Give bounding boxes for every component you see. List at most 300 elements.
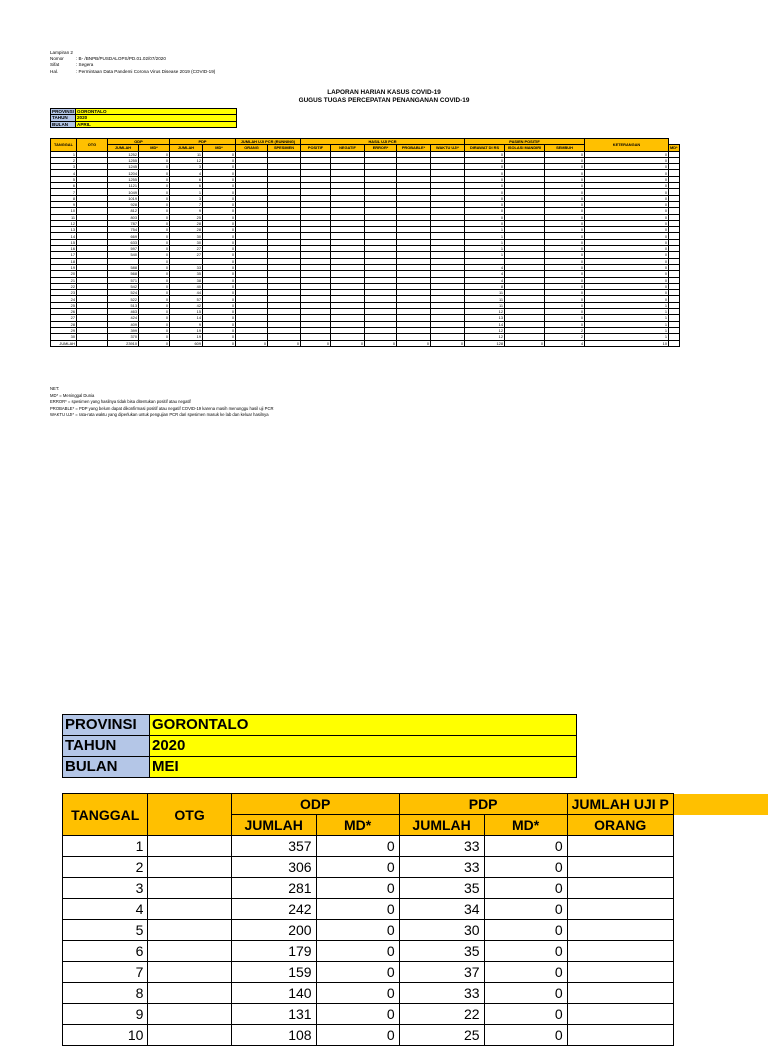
cell-pdp-jumlah[interactable]: 30: [170, 239, 203, 245]
cell-odp-jumlah[interactable]: 1019: [108, 195, 139, 201]
cell-pdp-md[interactable]: 0: [203, 208, 236, 214]
cell-pdp-jumlah[interactable]: 9: [170, 321, 203, 327]
cell-sembuh[interactable]: 0: [545, 233, 585, 239]
cell-odp-md[interactable]: 0: [316, 878, 399, 899]
cell-odp-md[interactable]: 0: [139, 183, 170, 189]
cell-tanggal[interactable]: 21: [51, 277, 77, 283]
cell-pdp-md[interactable]: 0: [203, 252, 236, 258]
cell-tanggal[interactable]: 13: [51, 227, 77, 233]
cell-pdp-jumlah[interactable]: 19: [170, 327, 203, 333]
cell-pdp-md[interactable]: 0: [484, 878, 567, 899]
cell-dirawat[interactable]: 1: [465, 233, 505, 239]
cell-tanggal[interactable]: 20: [51, 271, 77, 277]
header-pdp[interactable]: PDP: [170, 139, 236, 145]
cell-pdp-md[interactable]: 0: [203, 183, 236, 189]
big-header-otg[interactable]: OTG: [148, 794, 231, 836]
cell-pdp-jumlah[interactable]: 35: [399, 941, 484, 962]
cell-odp-jumlah[interactable]: 409: [108, 321, 139, 327]
cell-dirawat[interactable]: 0: [465, 195, 505, 201]
cell-dirawat[interactable]: 0: [465, 170, 505, 176]
cell-odp-jumlah[interactable]: 306: [231, 857, 316, 878]
cell-pasien-md[interactable]: 0: [585, 246, 669, 252]
cell-tanggal[interactable]: 4: [51, 170, 77, 176]
cell-dirawat[interactable]: 0: [465, 201, 505, 207]
big-header-odp-jumlah[interactable]: JUMLAH: [231, 815, 316, 836]
cell-pasien-md[interactable]: 0: [585, 258, 669, 264]
cell-sembuh[interactable]: 0: [545, 183, 585, 189]
big-header-tanggal[interactable]: TANGGAL: [63, 794, 148, 836]
cell-pasien-md[interactable]: 0: [585, 170, 669, 176]
cell-tanggal[interactable]: 10: [63, 1025, 148, 1046]
cell-pasien-md[interactable]: 1: [585, 309, 669, 315]
cell-odp-jumlah[interactable]: 568: [108, 271, 139, 277]
cell-pdp-jumlah[interactable]: 38: [170, 277, 203, 283]
cell-tanggal[interactable]: 30: [51, 334, 77, 340]
total-waktu-uji[interactable]: 0: [431, 340, 465, 346]
cell-sembuh[interactable]: 2: [545, 327, 585, 333]
header-odp-jumlah[interactable]: JUMLAH: [108, 145, 139, 151]
cell-pasien-md[interactable]: 1: [585, 327, 669, 333]
cell-dirawat[interactable]: 14: [465, 321, 505, 327]
cell-sembuh[interactable]: 0: [545, 309, 585, 315]
cell-tanggal[interactable]: 8: [51, 195, 77, 201]
cell-odp-jumlah[interactable]: 159: [231, 962, 316, 983]
cell-pdp-jumlah[interactable]: 3: [170, 164, 203, 170]
cell-dirawat[interactable]: 8: [465, 283, 505, 289]
header-otg[interactable]: OTG: [77, 139, 108, 152]
cell-odp-md[interactable]: 0: [139, 151, 170, 157]
cell-tanggal[interactable]: 28: [51, 321, 77, 327]
cell-pdp-md[interactable]: 0: [203, 277, 236, 283]
cell-odp-md[interactable]: 0: [139, 189, 170, 195]
cell-odp-md[interactable]: 0: [139, 220, 170, 226]
cell-pdp-jumlah[interactable]: 1: [170, 189, 203, 195]
cell-tanggal[interactable]: 9: [63, 1004, 148, 1025]
cell-orang[interactable]: [567, 1025, 673, 1046]
cell-pdp-md[interactable]: 0: [203, 296, 236, 302]
cell-odp-md[interactable]: 0: [139, 252, 170, 258]
cell-dirawat[interactable]: 4: [465, 277, 505, 283]
cell-orang[interactable]: [567, 899, 673, 920]
cell-pasien-md[interactable]: 0: [585, 208, 669, 214]
cell-sembuh[interactable]: 0: [545, 302, 585, 308]
cell-sembuh[interactable]: 0: [545, 157, 585, 163]
cell-sembuh[interactable]: 0: [545, 290, 585, 296]
cell-tanggal[interactable]: 22: [51, 283, 77, 289]
cell-odp-jumlah[interactable]: 754: [108, 227, 139, 233]
total-pdp-md[interactable]: 0: [203, 340, 236, 346]
cell-pdp-md[interactable]: 0: [484, 920, 567, 941]
cell-pdp-md[interactable]: 0: [203, 334, 236, 340]
header-tanggal[interactable]: TANGGAL: [51, 139, 77, 152]
cell-orang[interactable]: [567, 857, 673, 878]
cell-sembuh[interactable]: 0: [545, 227, 585, 233]
cell-odp-md[interactable]: 0: [139, 283, 170, 289]
cell-pdp-md[interactable]: 0: [203, 151, 236, 157]
cell-dirawat[interactable]: 0: [465, 220, 505, 226]
cell-pdp-md[interactable]: 0: [203, 246, 236, 252]
cell-tanggal[interactable]: 4: [63, 899, 148, 920]
cell-odp-md[interactable]: 0: [316, 836, 399, 857]
header-dirawat[interactable]: DIRAWAT DI RS: [465, 145, 505, 151]
cell-tanggal[interactable]: 1: [63, 836, 148, 857]
cell-pdp-md[interactable]: 0: [203, 321, 236, 327]
cell-odp-md[interactable]: 0: [139, 227, 170, 233]
cell-pdp-jumlah[interactable]: 28: [170, 220, 203, 226]
cell-odp-md[interactable]: 0: [139, 214, 170, 220]
cell-odp-jumlah[interactable]: 542: [108, 283, 139, 289]
cell-dirawat[interactable]: 12: [465, 309, 505, 315]
cell-pdp-jumlah[interactable]: 25: [170, 214, 203, 220]
big-header-pdp-md[interactable]: MD*: [484, 815, 567, 836]
cell-pdp-jumlah[interactable]: 30: [170, 233, 203, 239]
cell-odp-md[interactable]: 0: [316, 983, 399, 1004]
cell-otg[interactable]: [148, 1025, 231, 1046]
total-dirawat[interactable]: 128: [465, 340, 505, 346]
cell-pasien-md[interactable]: 0: [585, 264, 669, 270]
cell-pasien-md[interactable]: 1: [585, 302, 669, 308]
cell-odp-jumlah[interactable]: 524: [108, 290, 139, 296]
cell-otg[interactable]: [148, 1004, 231, 1025]
cell-tanggal[interactable]: 5: [51, 176, 77, 182]
total-negatif[interactable]: 0: [331, 340, 365, 346]
cell-odp-md[interactable]: 0: [139, 157, 170, 163]
total-orang[interactable]: 0: [236, 340, 268, 346]
cell-odp-md[interactable]: 0: [139, 271, 170, 277]
cell-sembuh[interactable]: 0: [545, 164, 585, 170]
cell-sembuh[interactable]: 0: [545, 170, 585, 176]
cell-tanggal[interactable]: 10: [51, 208, 77, 214]
total-otg[interactable]: [77, 340, 108, 346]
cell-sembuh[interactable]: 0: [545, 151, 585, 157]
header-isolasi[interactable]: ISOLASI MANDIRI: [505, 145, 545, 151]
cell-pasien-md[interactable]: 0: [585, 271, 669, 277]
cell-otg[interactable]: [148, 836, 231, 857]
cell-odp-jumlah[interactable]: 242: [231, 899, 316, 920]
cell-tanggal[interactable]: 15: [51, 239, 77, 245]
cell-odp-jumlah[interactable]: 370: [108, 334, 139, 340]
cell-odp-jumlah[interactable]: 281: [231, 878, 316, 899]
cell-pdp-jumlah[interactable]: 6: [170, 183, 203, 189]
cell-pdp-md[interactable]: 0: [203, 170, 236, 176]
cell-sembuh[interactable]: 0: [545, 176, 585, 182]
cell-odp-md[interactable]: 0: [139, 176, 170, 182]
cell-odp-jumlah[interactable]: 1049: [108, 189, 139, 195]
total-isolasi[interactable]: 0: [505, 340, 545, 346]
cell-pdp-jumlah[interactable]: 12: [170, 157, 203, 163]
total-odp-jumlah[interactable]: 23910: [108, 340, 139, 346]
cell-pdp-md[interactable]: 0: [484, 857, 567, 878]
cell-tanggal[interactable]: 2: [51, 157, 77, 163]
big-bulan-label[interactable]: BULAN: [63, 757, 150, 778]
header-pasien-positif[interactable]: PASIEN POSITIF: [465, 139, 585, 145]
cell-orang[interactable]: [567, 836, 673, 857]
cell-odp-md[interactable]: 0: [139, 264, 170, 270]
header-odp[interactable]: ODP: [108, 139, 170, 145]
cell-odp-md[interactable]: 0: [139, 170, 170, 176]
cell-odp-md[interactable]: 0: [139, 290, 170, 296]
cell-odp-md[interactable]: 0: [316, 1004, 399, 1025]
cell-pdp-md[interactable]: 0: [484, 983, 567, 1004]
cell-orang[interactable]: [567, 983, 673, 1004]
cell-sembuh[interactable]: 0: [545, 315, 585, 321]
cell-odp-jumlah[interactable]: 179: [231, 941, 316, 962]
cell-odp-md[interactable]: 0: [316, 857, 399, 878]
cell-pdp-md[interactable]: 0: [203, 189, 236, 195]
cell-pdp-jumlah[interactable]: 25: [399, 1025, 484, 1046]
cell-pdp-md[interactable]: 0: [203, 157, 236, 163]
cell-orang[interactable]: [567, 1004, 673, 1025]
big-header-orang[interactable]: ORANG: [567, 815, 673, 836]
header-negatif[interactable]: NEGATIF: [331, 145, 365, 151]
cell-odp-jumlah[interactable]: 928: [108, 201, 139, 207]
cell-tanggal[interactable]: 14: [51, 233, 77, 239]
small-bulan-label[interactable]: BULAN: [51, 121, 76, 127]
cell-pdp-jumlah[interactable]: 6: [170, 176, 203, 182]
cell-odp-jumlah[interactable]: 597: [108, 246, 139, 252]
cell-odp-jumlah[interactable]: 1245: [108, 164, 139, 170]
cell-odp-md[interactable]: 0: [139, 201, 170, 207]
cell-dirawat[interactable]: 11: [465, 296, 505, 302]
cell-pasien-md[interactable]: 0: [585, 283, 669, 289]
cell-tanggal[interactable]: 24: [51, 296, 77, 302]
cell-pdp-jumlah[interactable]: 40: [170, 283, 203, 289]
cell-pdp-jumlah[interactable]: 33: [399, 836, 484, 857]
cell-otg[interactable]: [148, 857, 231, 878]
cell-pdp-md[interactable]: 0: [203, 258, 236, 264]
cell-dirawat[interactable]: 1: [465, 227, 505, 233]
cell-odp-md[interactable]: 0: [139, 327, 170, 333]
header-pdp-md[interactable]: MD*: [203, 145, 236, 151]
cell-pasien-md[interactable]: 0: [585, 252, 669, 258]
cell-odp-jumlah[interactable]: 803: [108, 214, 139, 220]
cell-pdp-jumlah[interactable]: 30: [399, 920, 484, 941]
header-pasien-md[interactable]: MD*: [669, 145, 680, 151]
big-header-pdp-jumlah[interactable]: JUMLAH: [399, 815, 484, 836]
cell-pasien-md[interactable]: 0: [585, 151, 669, 157]
cell-odp-md[interactable]: 0: [316, 941, 399, 962]
cell-tanggal[interactable]: 11: [51, 214, 77, 220]
cell-tanggal[interactable]: 25: [51, 302, 77, 308]
cell-pdp-jumlah[interactable]: 37: [399, 962, 484, 983]
cell-orang[interactable]: [567, 941, 673, 962]
total-odp-md[interactable]: 0: [139, 340, 170, 346]
cell-odp-md[interactable]: 0: [139, 321, 170, 327]
cell-odp-jumlah[interactable]: 1121: [108, 183, 139, 189]
cell-odp-md[interactable]: 0: [316, 962, 399, 983]
small-provinsi-label[interactable]: PROVINSI: [51, 109, 76, 115]
cell-odp-md[interactable]: 0: [139, 239, 170, 245]
cell-pdp-md[interactable]: 0: [203, 327, 236, 333]
cell-orang[interactable]: [567, 962, 673, 983]
cell-pasien-md[interactable]: 0: [585, 220, 669, 226]
cell-pasien-md[interactable]: 1: [585, 315, 669, 321]
cell-odp-md[interactable]: 0: [139, 302, 170, 308]
cell-odp-jumlah[interactable]: 424: [108, 315, 139, 321]
cell-tanggal[interactable]: 1: [51, 151, 77, 157]
total-pdp-jumlah[interactable]: 609: [170, 340, 203, 346]
cell-pasien-md[interactable]: 0: [585, 296, 669, 302]
cell-odp-jumlah[interactable]: 399: [108, 327, 139, 333]
cell-odp-jumlah[interactable]: 787: [108, 220, 139, 226]
cell-tanggal[interactable]: 8: [63, 983, 148, 1004]
cell-pdp-md[interactable]: 0: [203, 220, 236, 226]
cell-pdp-md[interactable]: 0: [484, 836, 567, 857]
cell-odp-md[interactable]: 0: [139, 246, 170, 252]
cell-sembuh[interactable]: 0: [545, 258, 585, 264]
cell-sembuh[interactable]: 0: [545, 246, 585, 252]
big-header-pdp[interactable]: PDP: [399, 794, 567, 815]
cell-sembuh[interactable]: 0: [545, 220, 585, 226]
cell-pasien-md[interactable]: 0: [585, 189, 669, 195]
cell-dirawat[interactable]: 13: [465, 315, 505, 321]
cell-pasien-md[interactable]: 0: [585, 239, 669, 245]
cell-tanggal[interactable]: 29: [51, 327, 77, 333]
total-error[interactable]: 0: [365, 340, 397, 346]
total-keterangan[interactable]: [669, 340, 680, 346]
cell-tanggal[interactable]: 26: [51, 309, 77, 315]
cell-sembuh[interactable]: 0: [545, 201, 585, 207]
cell-pasien-md[interactable]: 1: [585, 321, 669, 327]
cell-pasien-md[interactable]: 0: [585, 290, 669, 296]
cell-dirawat[interactable]: 12: [465, 334, 505, 340]
cell-otg[interactable]: [148, 878, 231, 899]
cell-sembuh[interactable]: 0: [545, 283, 585, 289]
cell-pdp-jumlah[interactable]: 34: [399, 899, 484, 920]
cell-pdp-jumlah[interactable]: 27: [170, 252, 203, 258]
cell-tanggal[interactable]: 3: [63, 878, 148, 899]
cell-otg[interactable]: [148, 920, 231, 941]
cell-pdp-md[interactable]: 0: [203, 309, 236, 315]
cell-tanggal[interactable]: 7: [51, 189, 77, 195]
cell-sembuh[interactable]: 0: [545, 252, 585, 258]
cell-otg[interactable]: [148, 899, 231, 920]
cell-odp-md[interactable]: 0: [139, 309, 170, 315]
cell-pdp-md[interactable]: 0: [203, 264, 236, 270]
cell-odp-md[interactable]: 0: [139, 208, 170, 214]
cell-pdp-md[interactable]: 0: [203, 302, 236, 308]
cell-odp-jumlah[interactable]: 1255: [108, 176, 139, 182]
cell-odp-md[interactable]: 0: [139, 334, 170, 340]
big-header-odp[interactable]: ODP: [231, 794, 399, 815]
cell-odp-jumlah[interactable]: 108: [231, 1025, 316, 1046]
big-provinsi-label[interactable]: PROVINSI: [63, 715, 150, 736]
total-tanggal[interactable]: JUMLAH: [51, 340, 77, 346]
cell-sembuh[interactable]: 0: [545, 296, 585, 302]
cell-odp-jumlah[interactable]: 522: [108, 296, 139, 302]
small-tahun-value[interactable]: 2020: [76, 115, 237, 121]
cell-otg[interactable]: [148, 983, 231, 1004]
cell-pdp-jumlah[interactable]: 33: [399, 857, 484, 878]
cell-pdp-jumlah[interactable]: 9: [170, 208, 203, 214]
cell-pdp-md[interactable]: 0: [203, 195, 236, 201]
cell-tanggal[interactable]: 16: [51, 246, 77, 252]
cell-odp-jumlah[interactable]: 588: [108, 264, 139, 270]
cell-pdp-md[interactable]: 0: [203, 239, 236, 245]
cell-tanggal[interactable]: 27: [51, 315, 77, 321]
cell-dirawat[interactable]: 0: [465, 208, 505, 214]
cell-odp-md[interactable]: 0: [139, 164, 170, 170]
cell-odp-jumlah[interactable]: 633: [108, 239, 139, 245]
cell-sembuh[interactable]: 0: [545, 208, 585, 214]
header-waktu-uji[interactable]: WAKTU UJI*: [431, 145, 465, 151]
cell-odp-md[interactable]: 0: [139, 258, 170, 264]
total-probable[interactable]: 0: [397, 340, 431, 346]
cell-dirawat[interactable]: 12: [465, 327, 505, 333]
cell-odp-md[interactable]: 0: [139, 195, 170, 201]
cell-pasien-md[interactable]: 0: [585, 157, 669, 163]
cell-pdp-jumlah[interactable]: 42: [170, 302, 203, 308]
cell-pdp-md[interactable]: 0: [203, 233, 236, 239]
header-keterangan[interactable]: KETERANGAN: [585, 139, 669, 152]
cell-odp-jumlah[interactable]: 140: [231, 983, 316, 1004]
cell-pdp-jumlah[interactable]: 44: [170, 290, 203, 296]
big-provinsi-value[interactable]: GORONTALO: [150, 715, 577, 736]
header-spesimen[interactable]: SPESIMEN: [268, 145, 301, 151]
cell-odp-md[interactable]: 0: [316, 1025, 399, 1046]
big-bulan-value[interactable]: MEI: [150, 757, 577, 778]
cell-orang[interactable]: [567, 878, 673, 899]
cell-odp-jumlah[interactable]: 200: [231, 920, 316, 941]
cell-pdp-md[interactable]: 0: [203, 176, 236, 182]
cell-pasien-md[interactable]: 0: [585, 227, 669, 233]
cell-tanggal[interactable]: 12: [51, 220, 77, 226]
header-error[interactable]: ERROR*: [365, 145, 397, 151]
cell-tanggal[interactable]: 9: [51, 201, 77, 207]
cell-pdp-md[interactable]: 0: [484, 899, 567, 920]
cell-pdp-jumlah[interactable]: 33: [170, 264, 203, 270]
cell-pdp-jumlah[interactable]: 3: [170, 195, 203, 201]
header-hasil-pcr[interactable]: HASIL UJI PCR: [301, 139, 465, 145]
cell-odp-md[interactable]: 0: [316, 920, 399, 941]
cell-pdp-md[interactable]: 0: [203, 283, 236, 289]
cell-odp-md[interactable]: 0: [139, 315, 170, 321]
cell-dirawat[interactable]: 0: [465, 214, 505, 220]
cell-pdp-jumlah[interactable]: 27: [170, 246, 203, 252]
cell-odp-jumlah[interactable]: 513: [108, 302, 139, 308]
cell-pdp-jumlah[interactable]: 35: [170, 271, 203, 277]
cell-pasien-md[interactable]: 0: [585, 183, 669, 189]
small-provinsi-value[interactable]: GORONTALO: [76, 109, 237, 115]
total-pasien-md[interactable]: 10: [585, 340, 669, 346]
cell-pdp-md[interactable]: 0: [203, 290, 236, 296]
cell-odp-jumlah[interactable]: 669: [108, 233, 139, 239]
big-header-odp-md[interactable]: MD*: [316, 815, 399, 836]
cell-tanggal[interactable]: 5: [63, 920, 148, 941]
cell-pdp-jumlah[interactable]: 4: [170, 170, 203, 176]
cell-dirawat[interactable]: 11: [465, 302, 505, 308]
cell-pasien-md[interactable]: 0: [585, 195, 669, 201]
cell-dirawat[interactable]: 0: [465, 183, 505, 189]
total-positif[interactable]: 0: [301, 340, 331, 346]
cell-pdp-jumlah[interactable]: 11: [170, 151, 203, 157]
cell-odp-md[interactable]: 0: [139, 296, 170, 302]
cell-odp-jumlah[interactable]: 540: [108, 252, 139, 258]
cell-pdp-md[interactable]: 0: [203, 164, 236, 170]
cell-pdp-md[interactable]: 0: [484, 1025, 567, 1046]
cell-otg[interactable]: [148, 962, 231, 983]
cell-pdp-jumlah[interactable]: 35: [399, 878, 484, 899]
big-tahun-value[interactable]: 2020: [150, 736, 577, 757]
cell-tanggal[interactable]: 18: [51, 258, 77, 264]
small-bulan-value[interactable]: APRIL: [76, 121, 237, 127]
cell-pdp-md[interactable]: 0: [203, 271, 236, 277]
cell-odp-jumlah[interactable]: 463: [108, 309, 139, 315]
header-orang[interactable]: ORANG: [236, 145, 268, 151]
cell-sembuh[interactable]: 0: [545, 189, 585, 195]
header-probable[interactable]: PROBABLE*: [397, 145, 431, 151]
cell-pasien-md[interactable]: 0: [585, 277, 669, 283]
